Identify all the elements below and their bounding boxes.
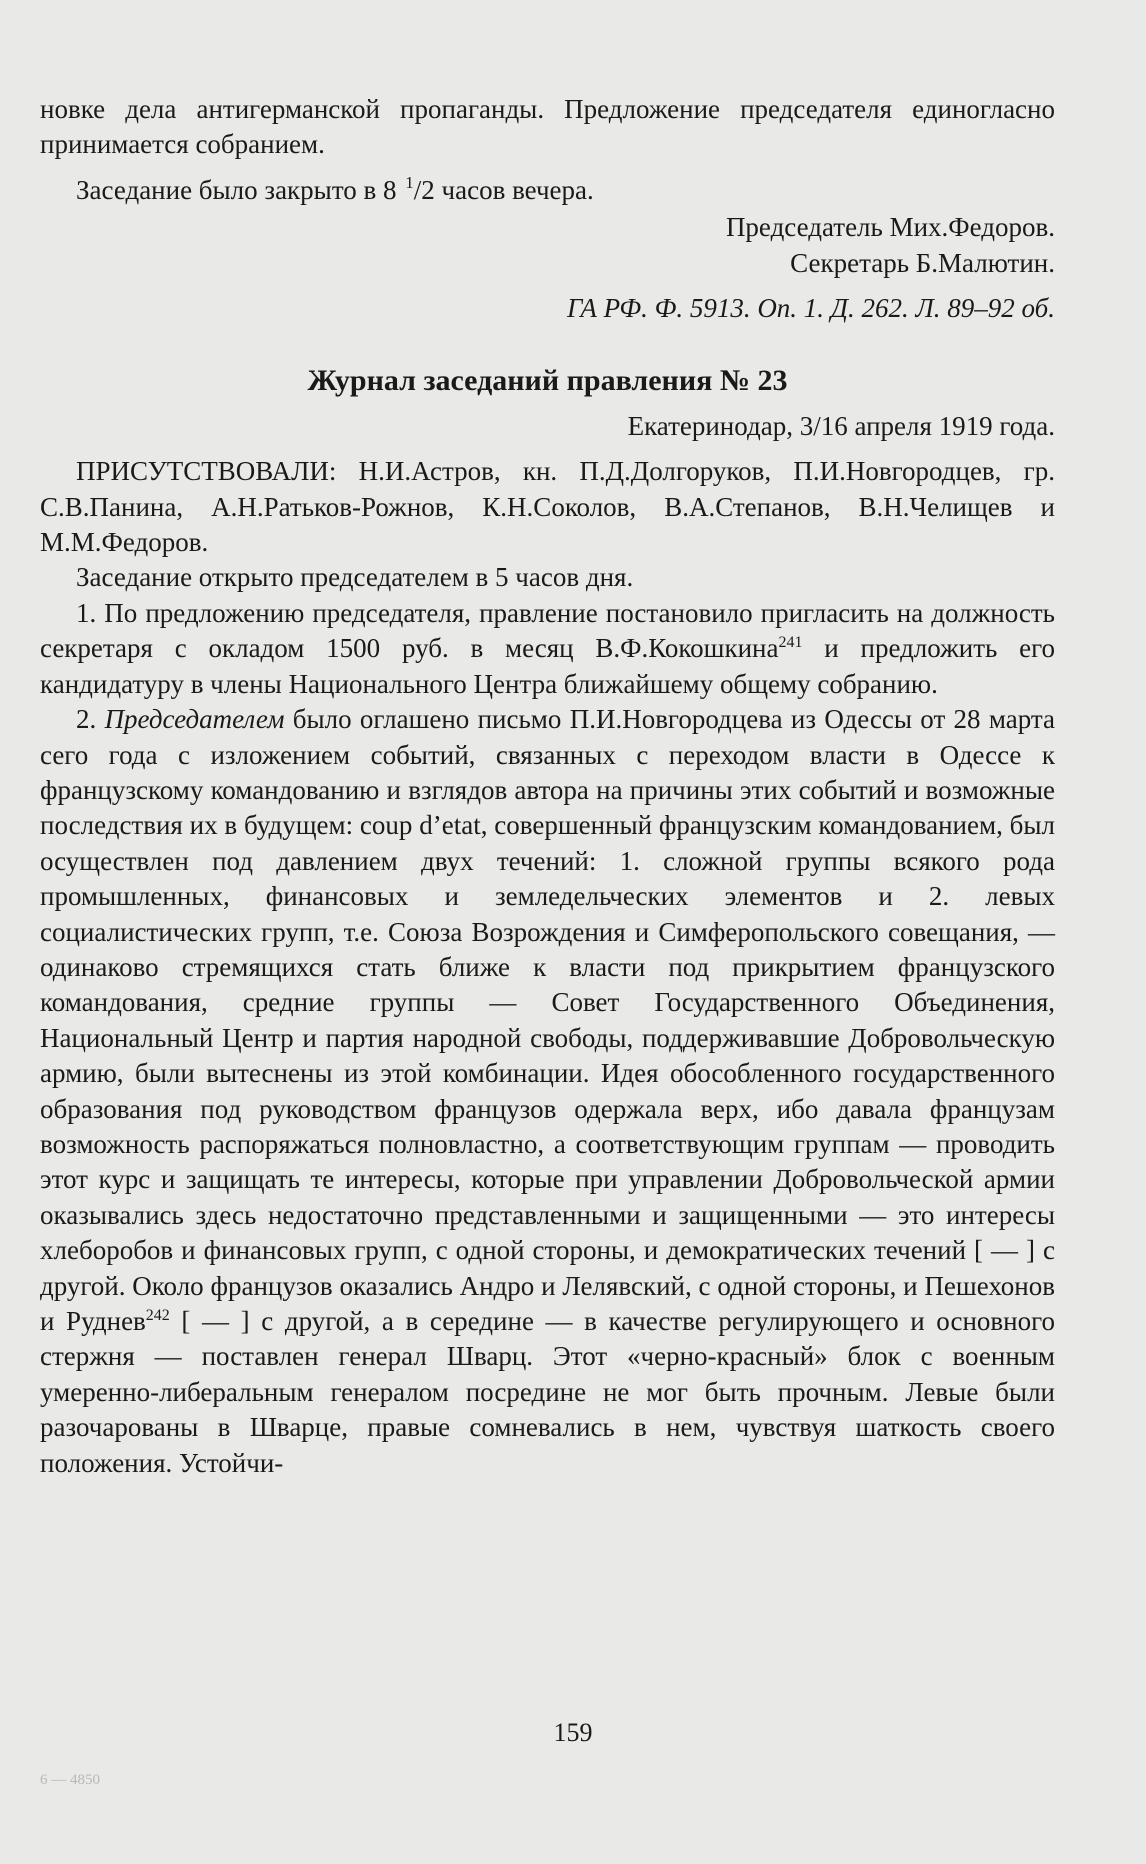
signature-secretary: Секретарь Б.Малютин. (790, 247, 1055, 278)
attendees-paragraph: ПРИСУТСТВОВАЛИ: Н.И.Астров, кн. П.Д.Долгоруков, П.И.Новгородцев, гр. С.В.Панина, А.Н.Ратьков-Рожнов, К.Н.Соколов, В.А.Степанов, В.Н.Челищев и М.М.Федоров. (40, 456, 1055, 558)
bleed-through-text: 6 — 4850 (40, 1772, 100, 1788)
item-2-number: 2. (76, 704, 105, 735)
item-2-italic-word: Председателем (104, 704, 285, 735)
footnote-ref-241: 241 (778, 634, 803, 652)
item-2-text: было оглашено письмо П.И.Новгородцева из Одессы от 28 марта сего года с изложением событий, связанных с переходом власти в Одессе к французскому командованию и взглядов автора на причины этих событий и возможные последствия их в будущем: coup d’etat, совершенный французским командованием, был осуществлен под давлением двух течений: 1. сложной группы всякого рода промышленных, финансовых и земледельческих элементов и 2. левых социалистических групп, т.е. Союза Возрождения и Симферопольского совещания, — одинаково стремящихся стать ближе к власти под прикрытием французского командования, средние группы — Совет Государственного Объединения, Национальный Центр и партия народной свободы, поддерживавшие Добровольческую армию, были вытеснены из этой комбинации. Идея обособленного государственного образования под руководством французов одержала верх, ибо давала французам возможность распоряжаться полновластно, а соответствующим группам — проводить этот курс и защищать те интересы, которые при управлении Добровольческой армии оказывались здесь недостаточно представленными и защищенными — это интересы хлеборобов и финансовых групп, с одной стороны, и демократических течений [ — ] с другой. Около французов оказались Андро и Лелявский, с одной стороны, и Пешехонов и Руднев (40, 704, 1055, 1336)
fraction-slash: / (413, 174, 422, 205)
closing-text-end: часов вечера. (434, 174, 594, 205)
paragraph-continuation: новке дела антигерманской пропаганды. Предложение председателя единогласно принимается собранием. (40, 94, 1055, 160)
archive-reference: ГА РФ. Ф. 5913. Оп. 1. Д. 262. Л. 89–92 об. (567, 293, 1055, 324)
closing-text: Заседание было закрыто в 8 (76, 174, 397, 205)
item-1-paragraph (40, 596, 1055, 702)
page-number: 159 (553, 1718, 593, 1747)
journal-title: Журнал заседаний правления № 23 (307, 364, 788, 398)
document-page (40, 92, 1055, 1481)
fraction-half (403, 172, 435, 205)
opening-paragraph: Заседание открыто председателем в 5 часов дня. (76, 562, 634, 593)
paragraph-closing (40, 173, 1055, 208)
item-2-paragraph (40, 702, 1055, 1481)
item-2-text-end: [ — ] с другой, а в середине — в качестве регулирующего и основного стержня — поставлен генерал Шварц. Этот «черно-красный» блок с военным умеренно-либеральным генералом посредине не мог быть прочным. Левые были разочарованы в Шварце, правые сомневались в нем, чувствуя шаткость своего положения. Устойчи- (40, 1306, 1055, 1478)
signature-chair: Председатель Мих.Федоров. (725, 212, 1055, 243)
place-date: Екатеринодар, 3/16 апреля 1919 года. (627, 410, 1055, 441)
fraction-numerator: 1 (405, 172, 414, 192)
item-1-text-end: и предложить его кандидатуру в члены Национального Центра ближайшему общему собранию. (40, 633, 1055, 699)
footnote-ref-242: 242 (145, 1307, 170, 1324)
fraction-denominator: 2 (421, 174, 435, 205)
item-1-text: 1. По предложению председателя, правление постановило пригласить на должность секретаря с окладом 1500 руб. в месяц В.Ф.Кокошкина (40, 597, 1055, 664)
